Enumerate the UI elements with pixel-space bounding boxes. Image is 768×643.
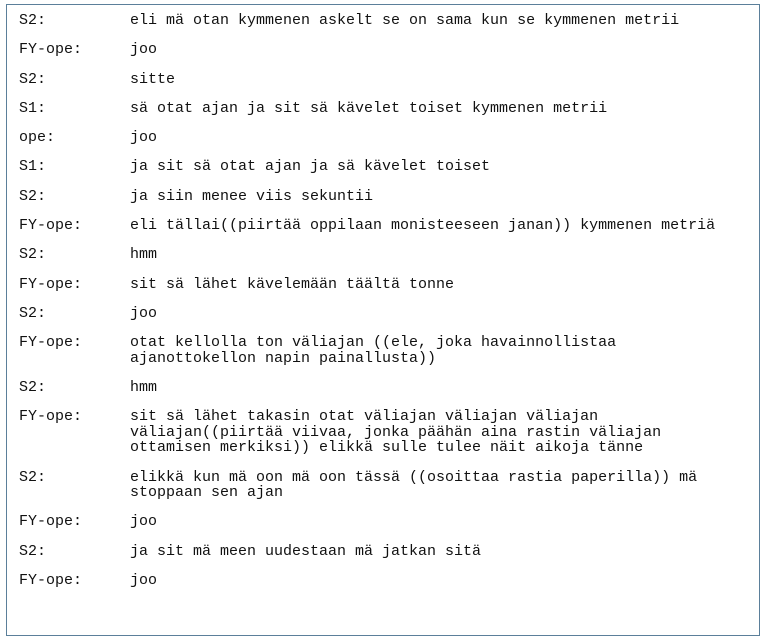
transcript-row <box>19 380 749 396</box>
utterance-text: hmm <box>130 379 158 397</box>
speaker-label: FY-ope: <box>19 275 83 293</box>
transcript-row <box>19 13 749 29</box>
transcript-row <box>19 130 749 146</box>
transcript-row <box>19 306 749 322</box>
transcript-frame <box>6 4 760 636</box>
transcript-row <box>19 101 749 117</box>
utterance-text: sitte <box>130 70 176 88</box>
utterance-text: joo <box>130 513 158 531</box>
speaker-label: S2: <box>19 379 47 397</box>
transcript-row <box>19 514 749 530</box>
transcript-row <box>19 218 749 234</box>
utterance-text: eli mä otan kymmenen askelt se on sama kun se kymmenen metrii <box>130 12 680 29</box>
speaker-label: S2: <box>19 246 47 264</box>
transcript-rows <box>19 13 749 602</box>
transcript-row <box>19 159 749 175</box>
speaker-label: FY-ope: <box>19 334 83 352</box>
utterance-text: sit sä lähet kävelemään täältä tonne <box>130 275 455 293</box>
speaker-label: S1: <box>19 99 47 117</box>
utterance-text: sä otat ajan ja sit sä kävelet toiset kymmenen metrii <box>130 99 608 117</box>
transcript-row <box>19 72 749 88</box>
utterance-text: hmm <box>130 246 158 264</box>
utterance-text: joo <box>130 41 158 59</box>
transcript-row <box>19 335 749 366</box>
speaker-label: S2: <box>19 542 47 560</box>
utterance-text: otat kellolla ton väliajan ((ele, joka havainnollistaa ajanottokellon napin painallusta)) <box>130 334 617 367</box>
utterance-text: sit sä lähet takasin otat väliajan väliajan väliajan väliajan((piirtää viivaa, jonka päähän aina rastin väliajan ottamisen merkiksi)) elikkä sulle tulee näit aikoja tänne <box>130 408 662 457</box>
speaker-label: FY-ope: <box>19 217 83 235</box>
speaker-label: FY-ope: <box>19 572 83 590</box>
speaker-label: FY-ope: <box>19 408 83 426</box>
transcript-row <box>19 247 749 263</box>
speaker-label: S2: <box>19 12 47 29</box>
speaker-label: S2: <box>19 70 47 88</box>
speaker-label: S2: <box>19 187 47 205</box>
transcript-row <box>19 189 749 205</box>
utterance-text: joo <box>130 129 158 147</box>
utterance-text: ja sit mä meen uudestaan mä jatkan sitä <box>130 542 482 560</box>
transcript-row <box>19 277 749 293</box>
utterance-text: eli tällai((piirtää oppilaan monisteeseen janan)) kymmenen metriä <box>130 217 716 235</box>
utterance-text: ja sit sä otat ajan ja sä kävelet toiset <box>130 158 491 176</box>
speaker-label: S1: <box>19 158 47 176</box>
speaker-label: FY-ope: <box>19 513 83 531</box>
speaker-label: S2: <box>19 468 47 486</box>
speaker-label: ope: <box>19 129 56 147</box>
speaker-label: FY-ope: <box>19 41 83 59</box>
utterance-text: ja siin menee viis sekuntii <box>130 187 374 205</box>
utterance-text: elikkä kun mä oon mä oon tässä ((osoittaa rastia paperilla)) mä stoppaan sen ajan <box>130 468 698 502</box>
utterance-text: joo <box>130 572 158 590</box>
transcript-row <box>19 573 749 589</box>
utterance-text: joo <box>130 304 158 322</box>
speaker-label: S2: <box>19 304 47 322</box>
transcript-row <box>19 409 749 456</box>
transcript-row <box>19 544 749 560</box>
transcript-row <box>19 42 749 58</box>
transcript-row <box>19 470 749 501</box>
